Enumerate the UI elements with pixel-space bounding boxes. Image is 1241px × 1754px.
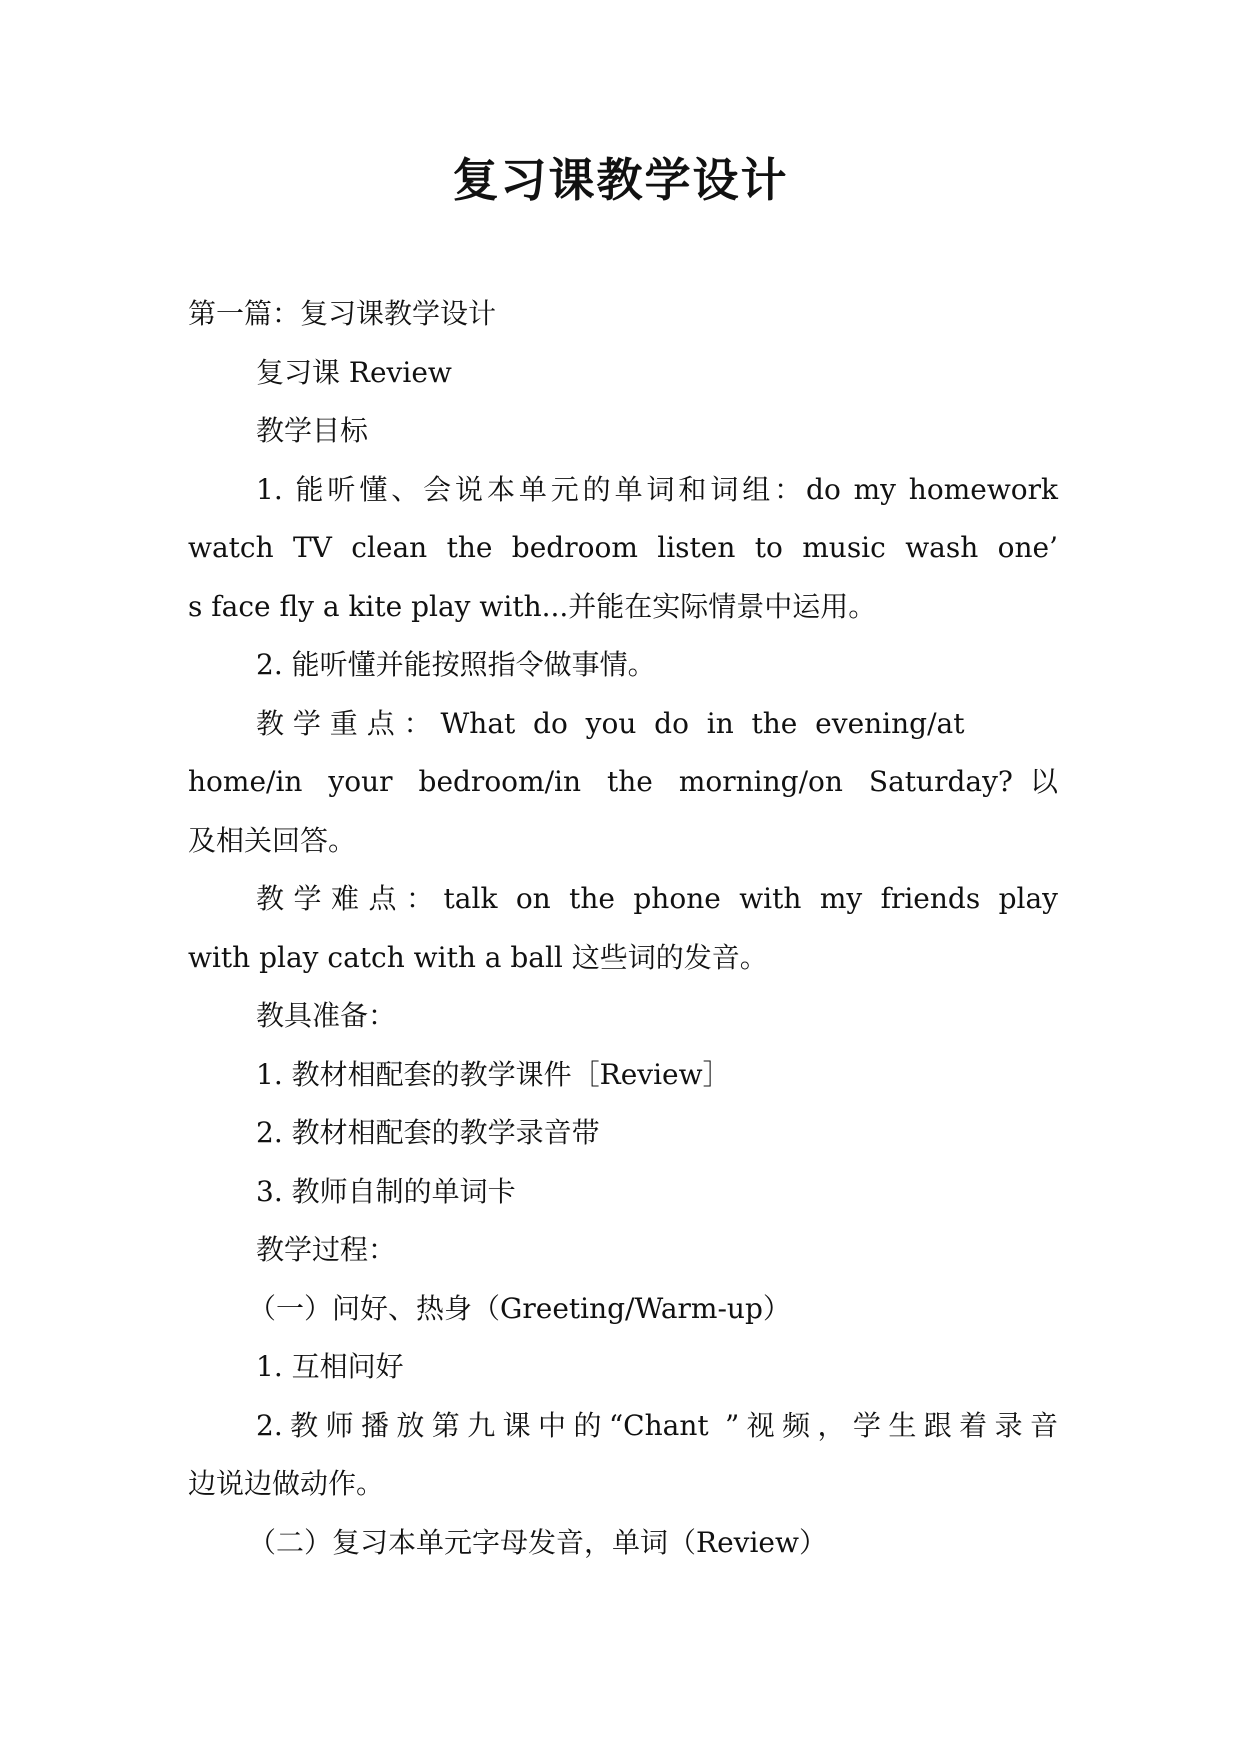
- difficult-point-line-1: 教学难点：talk on the phone with my friends play: [256, 882, 1058, 915]
- process-heading: 教学过程：: [256, 1233, 397, 1266]
- step-1-heading: （一）问好、热身（Greeting/Warm-up）: [248, 1291, 791, 1325]
- materials-heading: 教具准备：: [256, 999, 397, 1032]
- step-1-item-2-line-1: 2.教师播放第九课中的“Chant ”视频，学生跟着录音: [256, 1408, 1058, 1442]
- step-1-item-2-line-2: 边说边做动作。: [188, 1467, 385, 1500]
- material-item-3: 3. 教师自制的单词卡: [256, 1174, 516, 1208]
- objectives-heading: 教学目标: [256, 414, 369, 447]
- material-item-2: 2. 教材相配套的教学录音带: [256, 1116, 600, 1149]
- document-title: 复习课教学设计: [452, 153, 789, 207]
- key-point-line-1: 教 学 重 点 ： What do you do in the evening/at: [256, 706, 965, 740]
- objective-2: 2. 能听懂并能按照指令做事情。: [256, 648, 656, 681]
- key-point-line-2: home/in your bedroom/in the morning/on Saturday?以: [188, 765, 1058, 798]
- lesson-name: 复习课 Review: [256, 355, 452, 389]
- section-heading: 第一篇：复习课教学设计: [188, 297, 497, 330]
- objective-1-line-1: 1. 能听懂、会说本单元的单词和词组：do my homework: [256, 472, 1058, 506]
- material-item-1: 1. 教材相配套的教学课件［Review］: [256, 1057, 731, 1091]
- objective-1-line-3: s face fly a kite play with...并能在实际情景中运用。: [188, 589, 877, 623]
- step-1-item-1: 1. 互相问好: [256, 1350, 404, 1383]
- key-point-line-3: 及相关回答。: [188, 823, 357, 857]
- document-body: [188, 285, 1058, 1572]
- step-2-heading: （二）复习本单元字母发音，单词（Review）: [248, 1525, 827, 1559]
- objective-1-line-2: watch TV clean the bedroom listen to music wash one’: [188, 531, 1058, 564]
- difficult-point-line-2: with play catch with a ball 这些词的发音。: [188, 940, 768, 974]
